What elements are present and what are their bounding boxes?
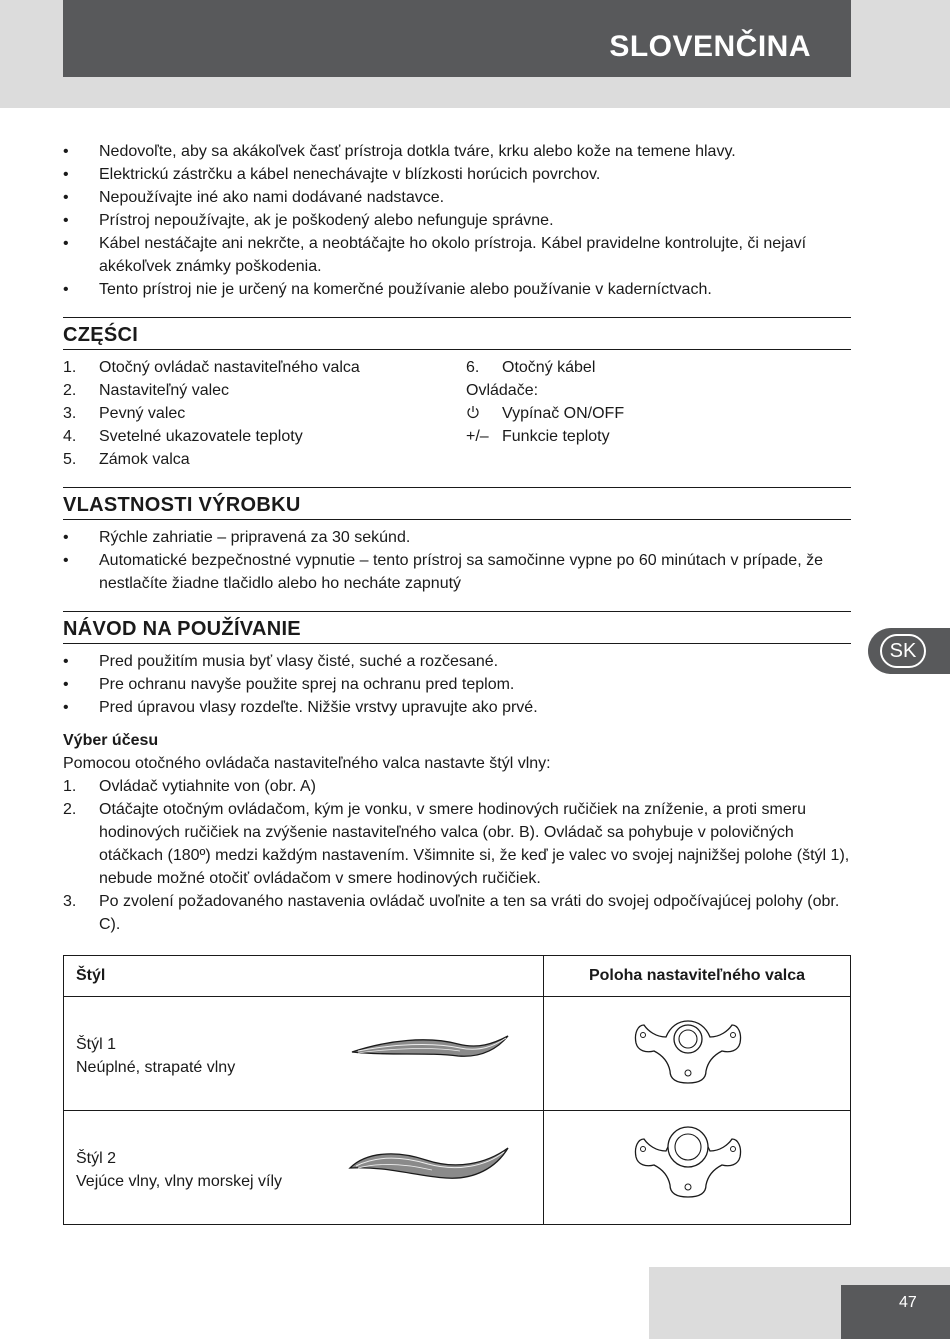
item-number: 1. — [63, 359, 77, 376]
item-number: 2. — [63, 382, 77, 399]
section-heading — [63, 317, 851, 350]
list-item: • Nedovoľte, aby sa akákoľvek časť prístroja dotkla tváre, krku alebo kože na temene hlavy. — [63, 140, 851, 163]
item-number: 3. — [63, 405, 77, 422]
section-heading — [63, 611, 851, 644]
power-label: Vypínač ON/OFF — [502, 405, 625, 422]
features-section — [63, 487, 851, 595]
part-label: Pevný valec — [99, 405, 186, 422]
step-text: Ovládač vytiahnite von (obr. A) — [99, 778, 316, 795]
features-bullet-list — [63, 526, 851, 595]
list-item: • Rýchle zahriatie – pripravená za 30 sekúnd. — [63, 526, 851, 549]
part-label: Otočný ovládač nastaviteľného valca — [99, 359, 360, 376]
item-number: 5. — [63, 451, 77, 468]
list-item: • Pred použitím musia byť vlasy čisté, suché a rozčesané. — [63, 650, 851, 673]
list-item: • Pred úpravou vlasy rozdeľte. Nižšie vrstvy upravujte ako prvé. — [63, 696, 851, 719]
list-item: • Tento prístroj nie je určený na komerčné používanie alebo používanie v kaderníctvach. — [63, 278, 851, 301]
page-number-box — [841, 1285, 950, 1339]
steps-list — [63, 775, 851, 936]
list-item: • Pre ochranu navyše použite sprej na ochranu pred teplom. — [63, 673, 851, 696]
main-content — [63, 140, 851, 936]
style-desc: Neúplné, strapaté vlny — [76, 1058, 236, 1076]
parts-list-right — [466, 356, 851, 471]
temp-symbol: +/– — [466, 428, 489, 445]
step-text: Otáčajte otočným ovládačom, kým je vonku, v smere hodinových ručičiek na zníženie, a proti smeru hodinových ručičiek na zvýšenie nastaviteľného valca (obr. B). Ovládač sa pohybuje v polovičných otáčkach (180º) medzi každým nastavením. Všimnite si, že keď je valec vo svojej najnižšej polohe (štýl 1), nebude možné otočiť ovládačom v smere hodinových ručičiek. — [99, 801, 850, 887]
position-cell — [544, 997, 851, 1111]
list-item: • Automatické bezpečnostné vypnutie – tento prístroj sa samočinne vypne po 60 minútach v prípade, že nestlačíte žiadne tlačidlo alebo ho necháte zapnutý — [63, 549, 851, 595]
style-desc: Vejúce vlny, vlny morskej víly — [76, 1172, 282, 1190]
style-name: Štýl 2 — [76, 1149, 117, 1167]
table-header-position: Poloha nastaviteľného valca — [544, 956, 851, 997]
step-text: Po zvolení požadovaného nastavenia ovládač uvoľnite a ten sa vráti do svojej odpočívajúcej polohy (obr. C). — [99, 893, 840, 933]
style-table — [63, 955, 851, 1225]
list-item: • Elektrickú zástrčku a kábel nenechávajte v blízkosti horúcich povrchov. — [63, 163, 851, 186]
step-number: 2. — [63, 801, 77, 818]
barrel-position-1-icon — [544, 997, 850, 1105]
part-label: Nastaviteľný valec — [99, 382, 230, 399]
part-label: Svetelné ukazovatele teploty — [99, 428, 303, 445]
table-row — [64, 997, 851, 1111]
wave-2-icon — [346, 1142, 512, 1186]
step-number: 3. — [63, 893, 77, 910]
power-icon — [466, 402, 502, 425]
part-label: Zámok valca — [99, 451, 190, 468]
page-title: SLOVENČINA — [609, 30, 811, 63]
barrel-position-2-icon — [544, 1111, 850, 1219]
table-header-style: Štýl — [64, 956, 544, 997]
wave-1-icon — [348, 1030, 512, 1064]
subheading: Výber účesu — [63, 732, 159, 749]
controls-label: Ovládače: — [466, 382, 539, 399]
list-item: • Kábel nestáčajte ani nekrčte, a neobtáčajte ho okolo prístroja. Kábel pravidelne kontrolujte, či nejaví akékoľvek známky poškodenia. — [63, 232, 851, 278]
part-label: Otočný kábel — [502, 359, 596, 376]
style-name: Štýl 1 — [76, 1035, 117, 1053]
parts-list-left — [63, 356, 466, 471]
step-number: 1. — [63, 778, 77, 795]
usage-intro: Pomocou otočného ovládača nastaviteľného valca nastavte štýl vlny: — [63, 755, 551, 772]
section-heading — [63, 487, 851, 520]
list-item: • Nepoužívajte iné ako nami dodávané nadstavce. — [63, 186, 851, 209]
parts-section — [63, 317, 851, 471]
position-cell — [544, 1111, 851, 1225]
item-number: 4. — [63, 428, 77, 445]
parts-heading: CZĘŚCI — [63, 324, 139, 346]
temp-label: Funkcie teploty — [502, 428, 610, 445]
features-heading: VLASTNOSTI VÝROBKU — [63, 494, 301, 516]
list-item: • Prístroj nepoužívajte, ak je poškodený alebo nefunguje správne. — [63, 209, 851, 232]
intro-bullet-list — [63, 140, 851, 301]
style-cell — [64, 1111, 544, 1225]
language-tab — [868, 628, 950, 674]
usage-heading: NÁVOD NA POUŽÍVANIE — [63, 618, 301, 640]
table-row — [64, 1111, 851, 1225]
item-number: 6. — [466, 359, 480, 376]
style-cell — [64, 997, 544, 1111]
usage-section — [63, 611, 851, 936]
page-number: 47 — [899, 1294, 917, 1311]
title-bar — [63, 0, 851, 77]
usage-bullet-list — [63, 650, 851, 719]
language-badge: SK — [880, 634, 926, 668]
